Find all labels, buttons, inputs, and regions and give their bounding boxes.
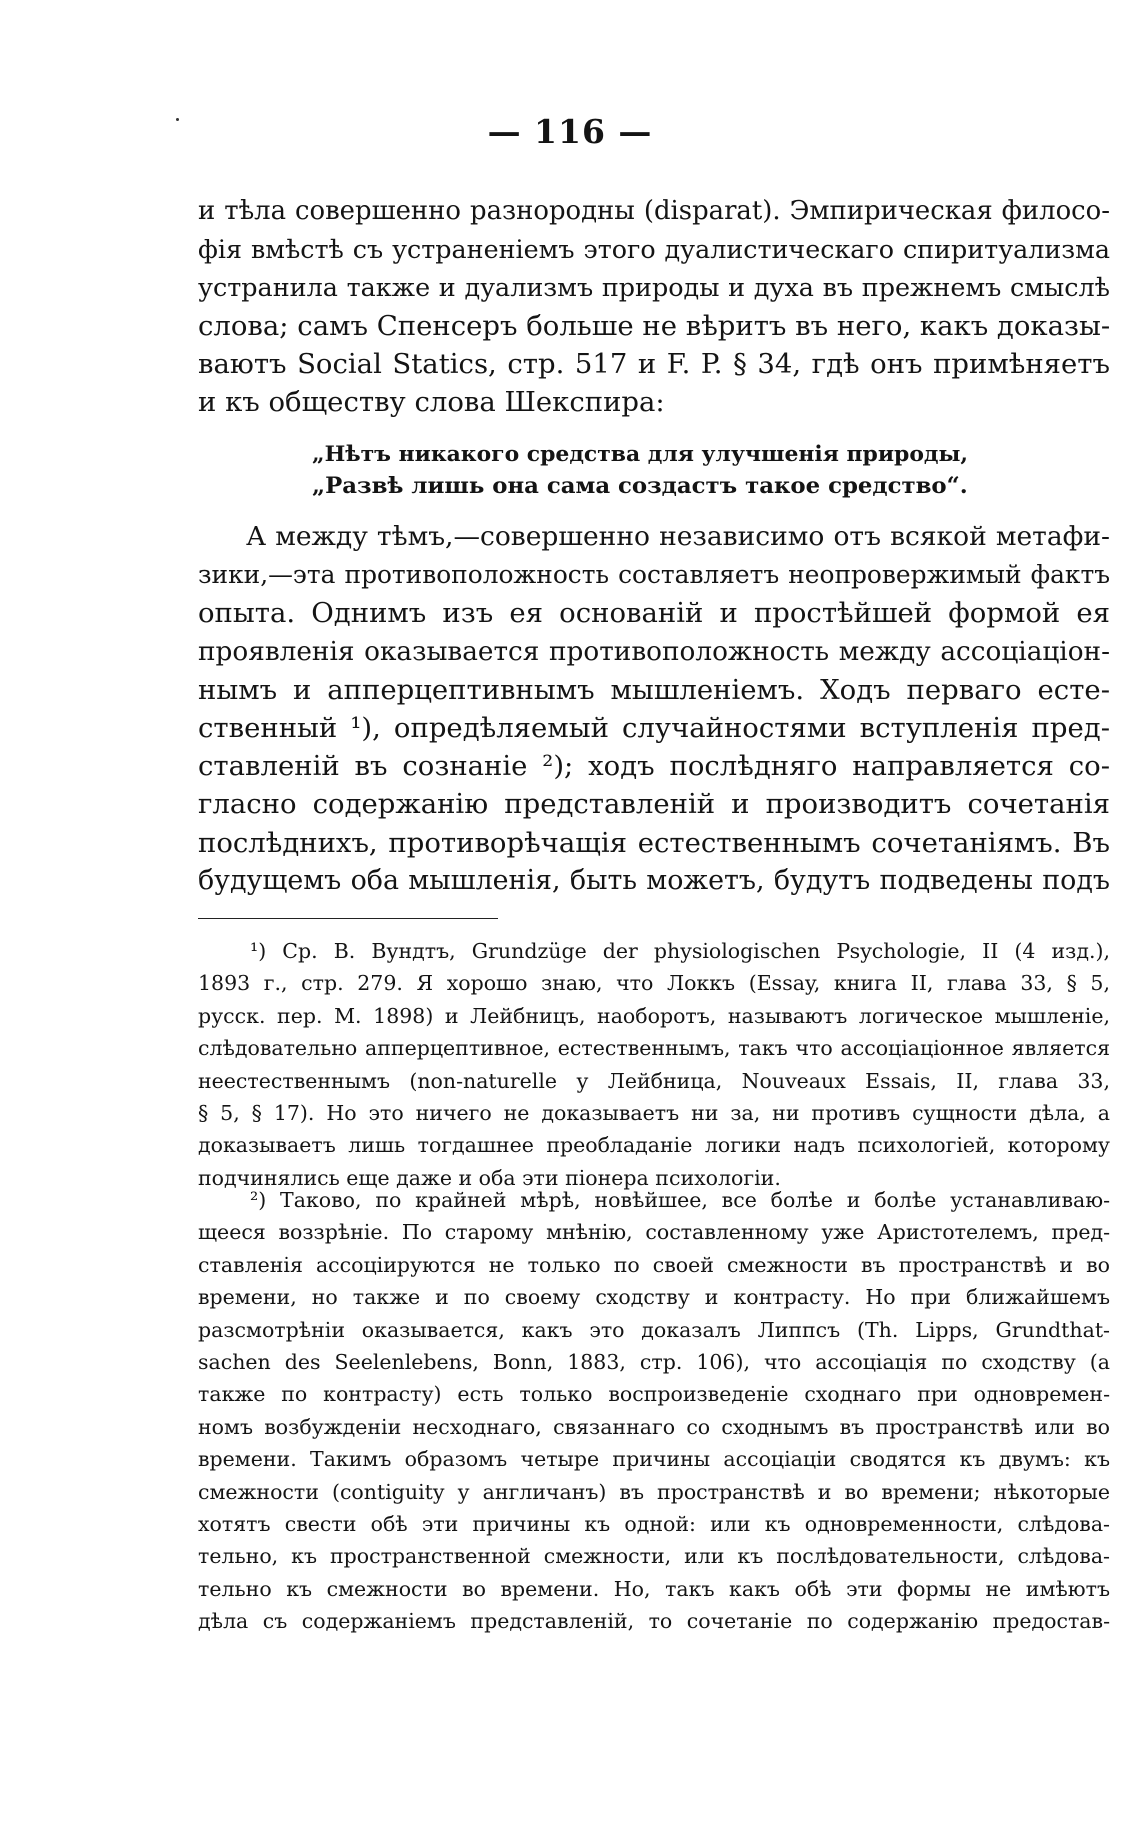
paragraph-2 xyxy=(198,518,1110,900)
shakespeare-quote xyxy=(312,438,972,502)
footnote-line: 1893 г., стр. 279. Я хорошо знаю, что Локкъ (Essay, книга II, глава 33, § 5, xyxy=(198,971,1110,996)
text-line: и тѣла совершенно разнородны (disparat). Эмпирическая филосо- xyxy=(198,196,1110,226)
footnote-line: номъ возбужденіи несходнаго, связаннаго со сходнымъ въ пространствѣ или во xyxy=(198,1414,1110,1439)
text-line: устранила также и дуализмъ природы и духа въ прежнемъ смыслѣ xyxy=(198,272,1110,303)
footnote-line: тельно къ смежности во времени. Но, такъ какъ обѣ эти формы не имѣютъ xyxy=(198,1576,1110,1601)
footnote-line: русск. пер. М. 1898) и Лейбницъ, наоборотъ, называютъ логическое мышленіе, xyxy=(198,1003,1110,1028)
footnote-line: подчинялись еще даже и оба эти піонера психологіи. xyxy=(198,1165,781,1190)
text-line: проявленія оказывается противоположность между ассоціаціон- xyxy=(198,636,1110,667)
text-line: фія вмѣстѣ съ устраненіемъ этого дуалистическаго спиритуализма xyxy=(198,234,1110,265)
footnote-line: дѣла съ содержаніемъ представленій, то сочетаніе по содержанію предостав- xyxy=(198,1609,1110,1634)
footnote-line: ²) Таково, по крайней мѣрѣ, новѣйшее, все болѣе и болѣе устанавливаю- xyxy=(250,1188,1110,1212)
text-line: А между тѣмъ,—совершенно независимо отъ всякой метафи- xyxy=(246,521,1110,552)
footnote-line: щееся воззрѣніе. По старому мнѣнію, составленному уже Аристотелемъ, пред- xyxy=(198,1220,1110,1245)
footnote-line: времени, но также и по своему сходству и контрасту. Но при ближайшемъ xyxy=(198,1285,1110,1310)
text-line: слова; самъ Спенсеръ больше не вѣритъ въ него, какъ доказы- xyxy=(198,309,1111,342)
text-line: ственный ¹), опредѣляемый случайностями вступленія пред- xyxy=(198,711,1110,744)
text-line: зики,—эта противоположность составляетъ неопровержимый фактъ xyxy=(198,560,1110,590)
footnote-line: ¹) Ср. В. Вундтъ, Grundzüge der physiologischen Psychologie, II (4 изд.), xyxy=(250,939,1110,963)
footnote-line: разсмотрѣніи оказывается, какъ это доказалъ Липпсъ (Th. Lipps, Grundthat- xyxy=(198,1317,1110,1342)
quote-line: „Нѣтъ никакого средства для улучшенія природы, xyxy=(312,441,969,467)
quote-line: „Развѣ лишь она сама создастъ такое средство“. xyxy=(312,473,968,499)
footnote-divider xyxy=(198,918,498,919)
text-line: опыта. Однимъ изъ ея основаній и простѣйшей формой ея xyxy=(198,597,1110,630)
footnote-line: § 5, § 17). Но это ничего не доказываетъ ни за, ни противъ сущности дѣла, а xyxy=(198,1100,1110,1125)
text-line: будущемъ оба мышленія, быть можетъ, будутъ подведены подъ xyxy=(198,864,1110,896)
footnote-line: тельно, къ пространственной смежности, или къ послѣдовательности, слѣдова- xyxy=(198,1544,1110,1569)
page-number: — 116 — xyxy=(487,112,653,151)
footnote-line: неестественнымъ (non-naturelle у Лейбница, Nouveaux Essais, II, глава 33, xyxy=(198,1068,1110,1093)
footnote-line: также по контрасту) есть только воспроизведеніе сходнаго при одновремен- xyxy=(198,1382,1110,1407)
text-line: и къ обществу слова Шекспира: xyxy=(198,385,665,418)
footnote-line: смежности (contiguity у англичанъ) въ пространствѣ и во времени; нѣкоторые xyxy=(198,1479,1110,1504)
text-line: ставленій въ сознаніе ²); ходъ послѣдняго направляется со- xyxy=(198,750,1110,783)
text-line: гласно содержанію представленій и производитъ сочетанія xyxy=(198,788,1110,821)
footnote-1 xyxy=(198,935,1110,1194)
footnote-line: слѣдовательно апперцептивное, естественнымъ, такъ что ассоціаціонное является xyxy=(198,1036,1110,1061)
footnote-line: sachen des Seelenlebens, Bonn, 1883, стр. 106), что ассоціація по сходству (а xyxy=(198,1349,1110,1374)
text-line: послѣднихъ, противорѣчащія естественнымъ сочетаніямъ. Въ xyxy=(198,826,1110,859)
paragraph-1 xyxy=(198,192,1110,421)
text-line: ваютъ Social Statics, стр. 517 и F. P. § 34, гдѣ онъ примѣняетъ xyxy=(198,347,1110,380)
text-line: нымъ и апперцептивнымъ мышленіемъ. Ходъ перваго есте- xyxy=(198,673,1110,706)
footnote-line: хотятъ свести обѣ эти причины къ одной: или къ одновременности, слѣдова- xyxy=(198,1511,1110,1536)
footnote-line: доказываетъ лишь тогдашнее преобладаніе логики надъ психологіей, которому xyxy=(198,1133,1110,1158)
footnote-line: времени. Такимъ образомъ четыре причины ассоціаціи сводятся къ двумъ: къ xyxy=(198,1447,1110,1472)
footnote-line: ставленія ассоціируются не только по своей смежности въ пространствѣ и во xyxy=(198,1252,1110,1277)
footnote-2 xyxy=(198,1184,1110,1637)
